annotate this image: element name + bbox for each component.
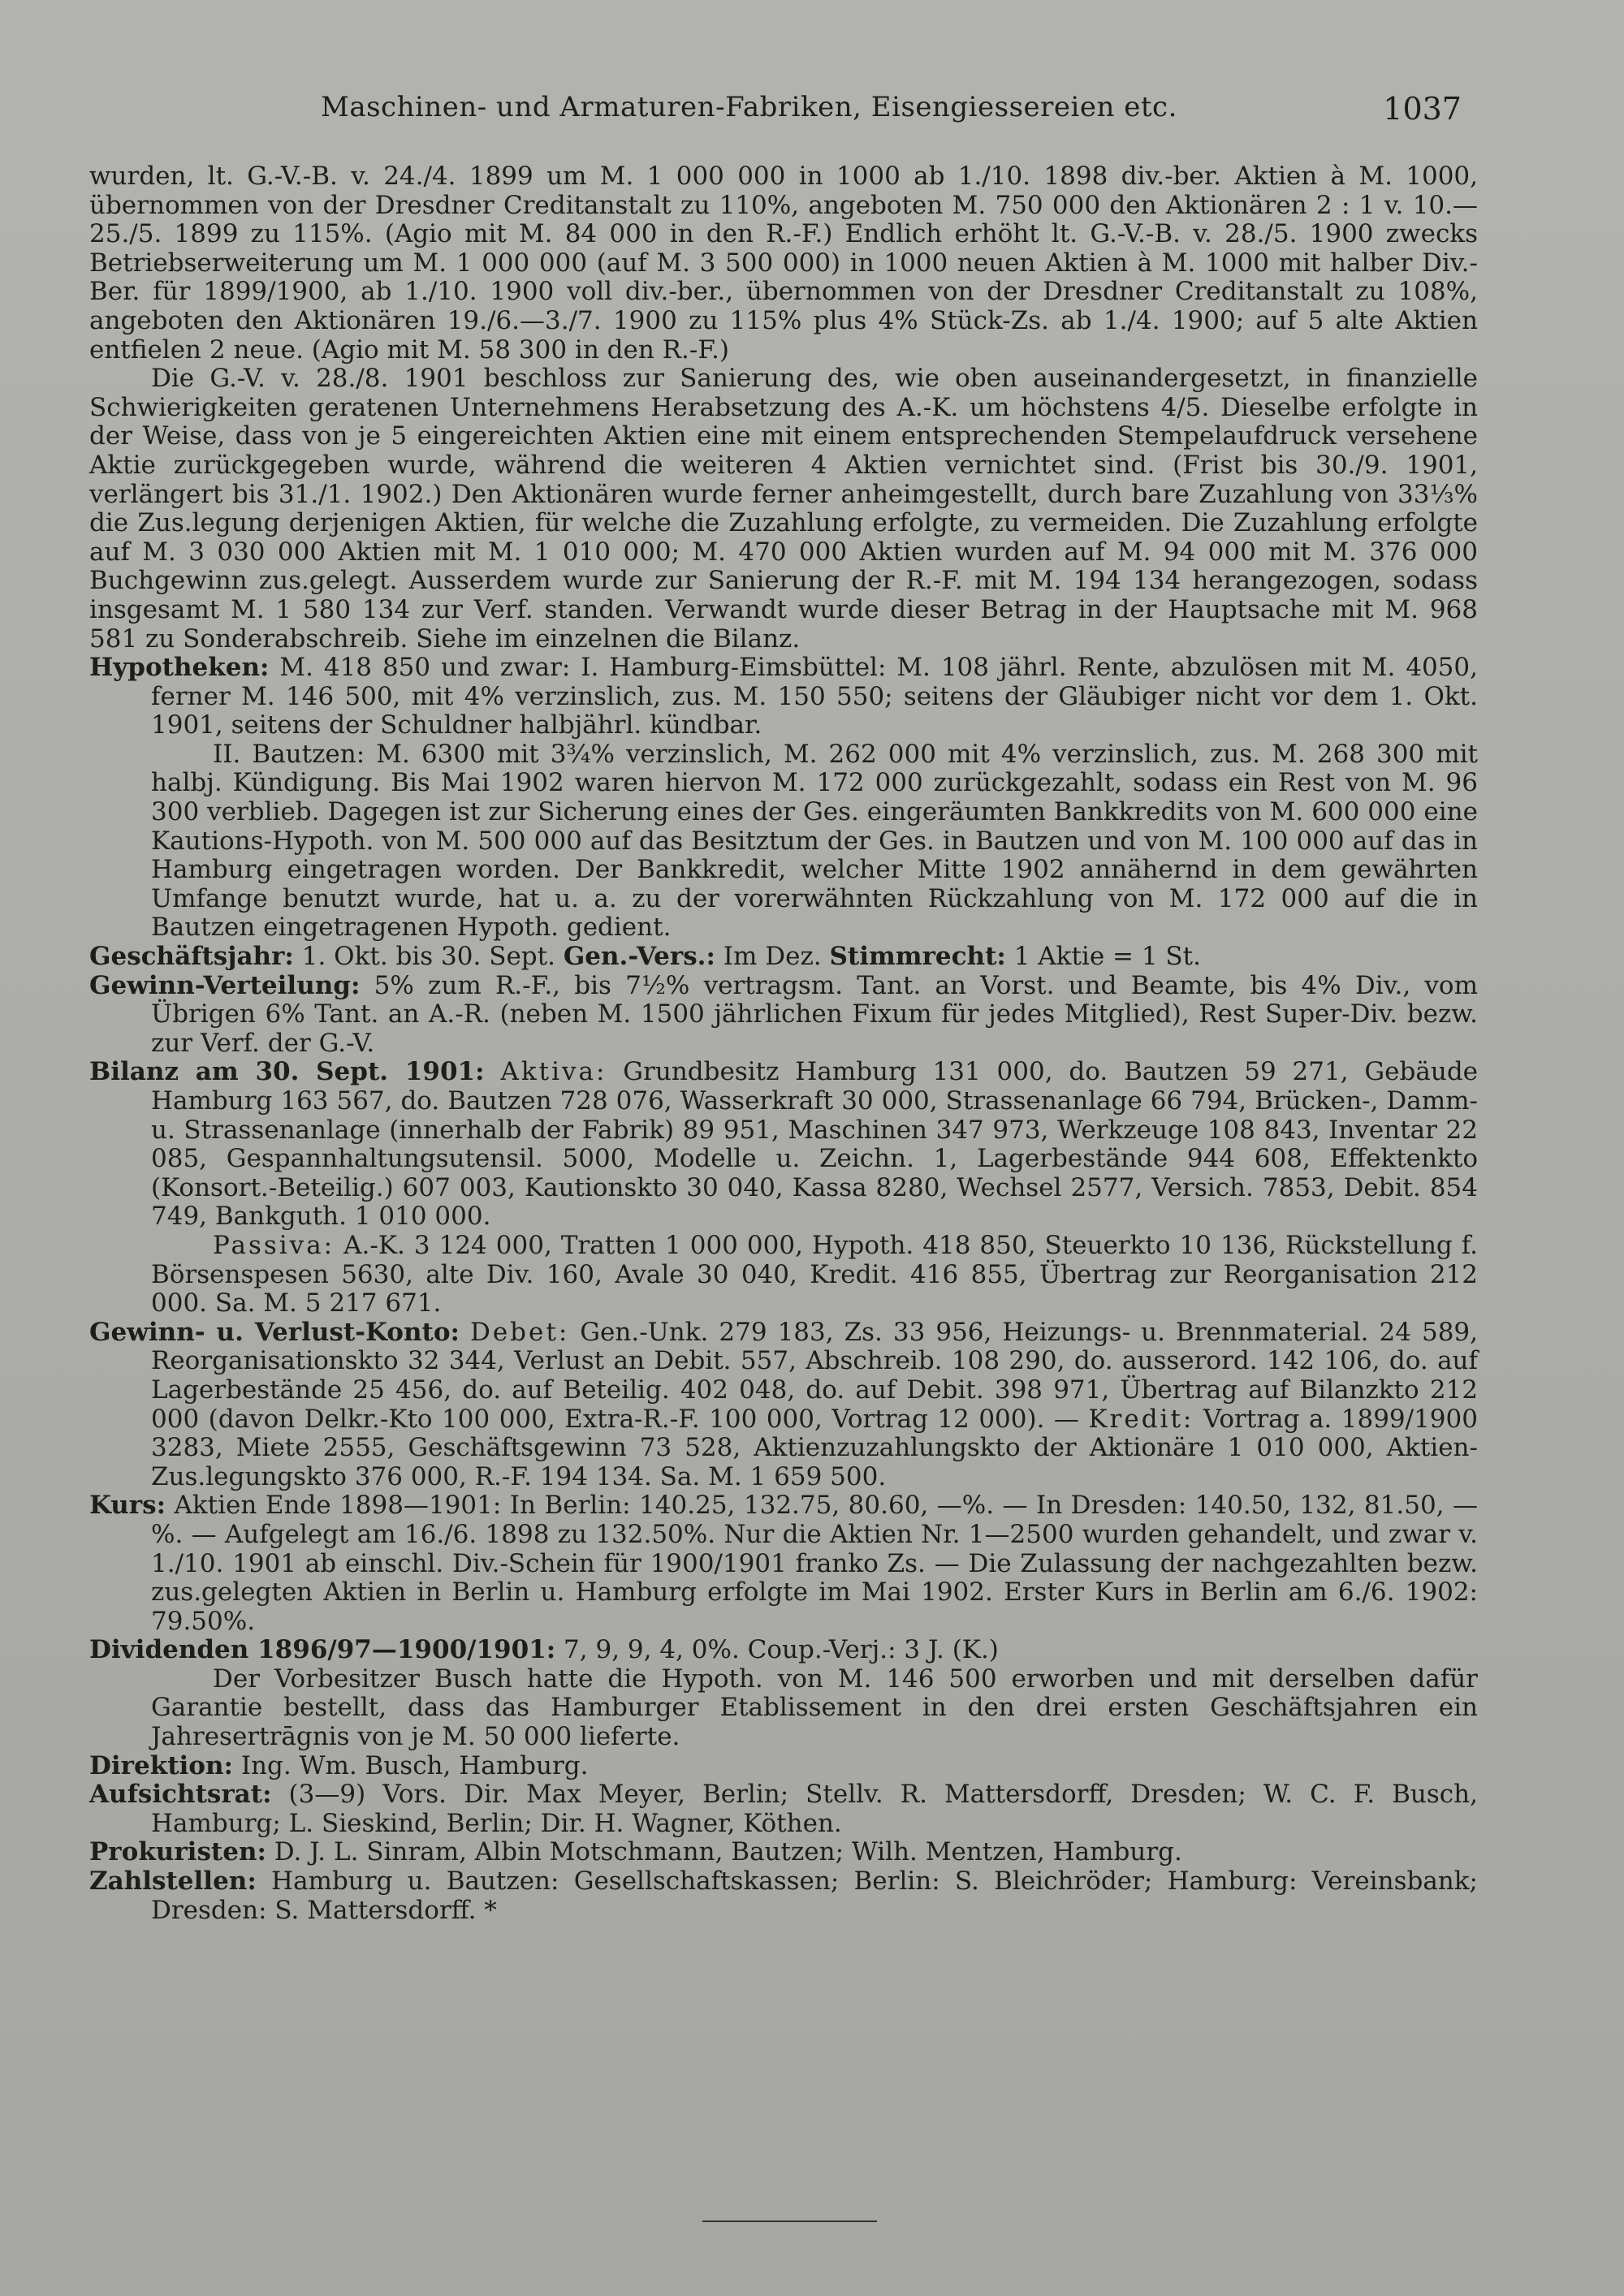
management-line — [89, 1752, 1478, 1781]
mortgages-section — [89, 654, 1478, 740]
share-price-section — [89, 1491, 1478, 1636]
paying-agents-label: Zahlstellen: — [89, 1867, 257, 1897]
footer-rule — [702, 2220, 877, 2222]
balance-sheet-label: Bilanz am 30. Sept. 1901: — [89, 1057, 485, 1087]
fiscal-year-line — [89, 943, 1478, 972]
capital-history-paragraph: wurden, lt. G.-V.-B. v. 24./4. 1899 um M. 1 000 000 in 1000 ab 1./10. 1898 div.-ber. Aktien à M. 1000, übernommen von der Dresdner Creditanstalt zu 110%, angeboten M. 750 000 den Aktionären 2 : 1 v. 10.—25./5. 1899 zu 115%. (Agio mit M. 84 000 in den R.-F.) Endlich erhöht lt. G.-V.-B. v. 28./5. 1900 zwecks Betriebserweiterung um M. 1 000 000 (auf M. 3 500 000) in 1000 neuen Aktien à M. 1000 mit halber Div.-Ber. für 1899/1900, ab 1./10. 1900 voll div.-ber., übernommen von der Dresdner Creditanstalt zu 108%, angeboten den Aktionären 19./6.—3./7. 1900 zu 115% plus 4% Stück-Zs. ab 1./4. 1900; auf 5 alte Aktien entfielen 2 neue. (Agio mit M. 58 300 in den R.-F.) — [89, 162, 1478, 365]
balance-sheet-section — [89, 1058, 1478, 1232]
profit-loss-section — [89, 1318, 1478, 1492]
assets-label: Aktiva: — [500, 1057, 607, 1087]
mortgages-bautzen-paragraph: II. Bautzen: M. 6300 mit 3¾% verzinslich, M. 262 000 mit 4% verzinslich, zus. M. 268 300 mit halbj. Kündigung. Bis Mai 1902 waren hiervon M. 172 000 zurückgezahlt, sodass ein Rest von M. 96 300 verblieb. Dagegen ist zur Sicherung eines der Ges. eingeräumten Bankkredits von M. 600 000 eine Kautions-Hypoth. von M. 500 000 auf das Besitztum der Ges. in Bautzen und von M. 100 000 auf das in Hamburg eingetragen worden. Der Bankkredit, welcher Mitte 1902 annähernd in dem gewährten Umfange benutzt wurde, hat u. a. zu der vorerwähnten Rückzahlung von M. 172 000 auf die in Bautzen eingetragenen Hypoth. gedient. — [151, 739, 1478, 943]
mortgages-label: Hypotheken: — [89, 653, 270, 683]
profit-distribution-section — [89, 972, 1478, 1059]
dividends-text: 7, 9, 9, 4, 0%. Coup.-Verj.: 3 J. (K.) — [564, 1635, 999, 1665]
share-price-label: Kurs: — [89, 1491, 166, 1521]
voting-right-text: 1 Aktie = 1 St. — [1013, 942, 1201, 972]
document-body — [89, 162, 1478, 1925]
authorized-officers-line — [89, 1838, 1478, 1867]
restructuring-paragraph: Die G.-V. v. 28./8. 1901 beschloss zur Sanierung des, wie oben auseinandergesetzt, in finanzielle Schwierigkeiten geratenen Unternehmens Herabsetzung des A.-K. um höchstens 4/5. Dieselbe erfolgte in der Weise, dass von je 5 eingereichten Aktien eine mit einem entsprechenden Stempelaufdruck versehene Aktie zurückgegeben wurde, während die weiteren 4 Aktien vernichtet sind. (Frist bis 30./9. 1901, verlängert bis 31./1. 1902.) Den Aktionären wurde ferner anheimgestellt, durch bare Zuzahlung von 33⅓% die Zus.legung derjenigen Aktien, für welche die Zuzahlung erfolgte, zu vermeiden. Die Zuzahlung erfolgte auf M. 3 030 000 Aktien mit M. 1 010 000; M. 470 000 Aktien wurden auf M. 94 000 mit M. 376 000 Buchgewinn zus.gelegt. Ausserdem wurde zur Sanierung der R.-F. mit M. 194 134 herangezogen, sodass insgesamt M. 1 580 134 zur Verf. standen. Verwandt wurde dieser Betrag in der Hauptsache mit M. 968 581 zu Sonderabschreib. Siehe im einzelnen die Bilanz. — [89, 364, 1478, 654]
general-meeting-label: Gen.-Vers.: — [563, 942, 715, 972]
dividends-section — [89, 1636, 1478, 1665]
debit-text: Gen.-Unk. 279 183, Zs. 33 956, Heizungs- u. Brennmaterial. 24 589, Reorganisationskto 32 344, Verlust an Debit. 557, Abschreib. 108 290, do. ausserord. 142 106, do. auf Lagerbestände 25 456, do. auf Beteilig. 402 048, do. auf Debit. 398 971, Übertrag auf Bilanzkto 212 000 (davon Delkr.-Kto 100 000, Extra-R.-F. 100 000, Vortrag 12 000). — — [151, 1317, 1479, 1434]
management-label: Direktion: — [89, 1750, 233, 1780]
authorized-officers-label: Prokuristen: — [89, 1837, 266, 1867]
paying-agents-text: Hamburg u. Bautzen: Gesellschaftskassen; Berlin: S. Bleichröder; Hamburg: Vereinsbank; Dresden: S. Mattersdorff. * — [151, 1867, 1478, 1925]
general-meeting-text: Im Dez. — [723, 942, 822, 972]
paying-agents-section — [89, 1867, 1478, 1925]
assets-text: Grundbesitz Hamburg 131 000, do. Bautzen 59 271, Gebäude Hamburg 163 567, do. Bautzen 728 076, Wasserkraft 30 000, Strassenanlage 66 794, Brücken-, Damm- u. Strassenanlage (innerhalb der Fabrik) 89 951, Maschinen 347 973, Werkzeuge 108 843, Inventar 22 085, Gespannhaltungsutensil. 5000, Modelle u. Zeichn. 1, Lagerbestände 944 608, Effektenkto (Konsort.-Beteilig.) 607 003, Kautionskto 30 040, Kassa 8280, Wechsel 2577, Versich. 7853, Debit. 854 749, Bankguth. 1 010 000. — [151, 1057, 1479, 1232]
supervisory-board-section — [89, 1780, 1478, 1838]
debit-label: Debet: — [469, 1317, 570, 1347]
management-text: Ing. Wm. Busch, Hamburg. — [240, 1750, 589, 1780]
authorized-officers-text: D. J. L. Sinram, Albin Motschmann, Bautzen; Wilh. Mentzen, Hamburg. — [274, 1837, 1182, 1867]
liabilities-text: A.-K. 3 124 000, Tratten 1 000 000, Hypoth. 418 850, Steuerkto 10 136, Rückstellung f. Börsenspesen 5630, alte Div. 160, Avale 30 040, Kredit. 416 855, Übertrag zur Reorganisation 212 000. Sa. M. 5 217 671. — [151, 1230, 1479, 1318]
page-number: 1037 — [1383, 91, 1462, 127]
supervisory-board-label: Aufsichtsrat: — [89, 1780, 272, 1810]
header-title: Maschinen- und Armaturen-Fabriken, Eisengiessereien etc. — [321, 91, 1177, 123]
dividends-label: Dividenden 1896/97—1900/1901: — [89, 1635, 556, 1665]
dividends-note-paragraph: Der Vorbesitzer Busch hatte die Hypoth. von M. 146 500 erworben und mit derselben dafür Garantie bestellt, dass das Hamburger Etablissement in den drei ersten Geschäftsjahren ein Jahresertrāgnis von je M. 50 000 lieferte. — [151, 1664, 1478, 1752]
share-price-text: Aktien Ende 1898—1901: In Berlin: 140.25, 132.75, 80.60, —%. — In Dresden: 140.50, 132, 81.50, —%. — Aufgelegt am 16./6. 1898 zu 132.50%. Nur die Aktien Nr. 1—2500 wurden gehandelt, und zwar v. 1./10. 1901 ab einschl. Div.-Schein für 1900/1901 franko Zs. — Die Zulassung der nachgezahlten bezw. zus.gelegten Aktien in Berlin u. Hamburg erfolgte im Mai 1902. Erster Kurs in Berlin am 6./6. 1902: 79.50%. — [151, 1491, 1478, 1636]
credit-label: Kredit: — [1088, 1404, 1194, 1434]
profit-distribution-label: Gewinn-Verteilung: — [89, 970, 361, 1000]
supervisory-board-text: (3—9) Vors. Dir. Max Meyer, Berlin; Stellv. R. Mattersdorff, Dresden; W. C. F. Busch, Hamburg; L. Sieskind, Berlin; Dir. H. Wagner, Köthen. — [151, 1780, 1478, 1838]
voting-right-label: Stimmrecht: — [829, 942, 1006, 972]
fiscal-year-text: 1. Okt. bis 30. Sept. — [301, 942, 555, 972]
running-header — [89, 91, 1462, 132]
credit-text: Vortrag a. 1899/1900 3283, Miete 2555, Geschäftsgewinn 73 528, Aktienzuzahlungskto der Aktionäre 1 010 000, Aktien-Zus.legungskto 376 000, R.-F. 194 134. Sa. M. 1 659 500. — [151, 1404, 1478, 1491]
liabilities-label: Passiva: — [213, 1230, 335, 1260]
profit-loss-label: Gewinn- u. Verlust-Konto: — [89, 1317, 460, 1347]
mortgages-text: M. 418 850 und zwar: I. Hamburg-Eimsbüttel: M. 108 jährl. Rente, abzulösen mit M. 4050, ferner M. 146 500, mit 4% verzinslich, zus. M. 150 550; seitens der Gläubiger nicht vor dem 1. Okt. 1901, seitens der Schuldner halbjährl. kündbar. — [151, 653, 1478, 740]
profit-distribution-text: 5% zum R.-F., bis 7½% vertragsm. Tant. an Vorst. und Beamte, bis 4% Div., vom Übrigen 6% Tant. an A.-R. (neben M. 1500 jährlichen Fixum für jedes Mitglied), Rest Super-Div. bezw. zur Verf. der G.-V. — [151, 970, 1478, 1058]
fiscal-year-label: Geschäftsjahr: — [89, 942, 294, 972]
liabilities-paragraph — [89, 1232, 1478, 1318]
